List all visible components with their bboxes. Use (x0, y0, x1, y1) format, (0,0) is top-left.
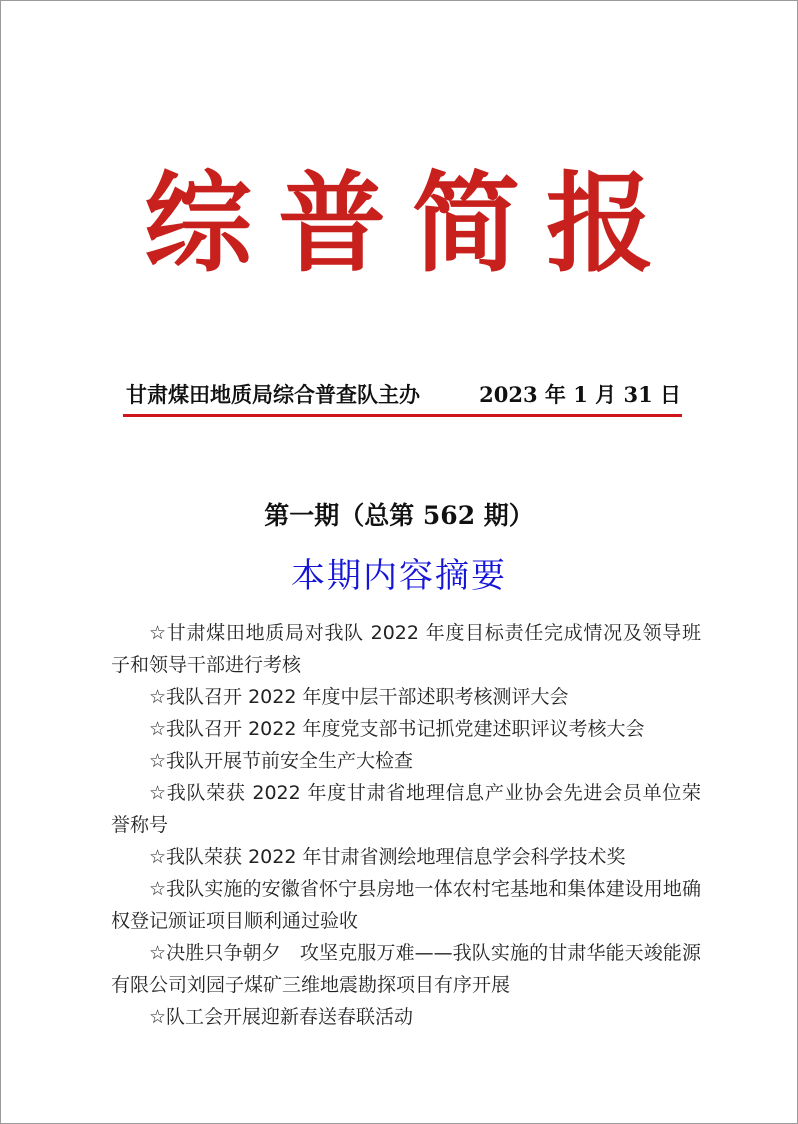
masthead-title (1, 159, 797, 289)
summary-title: 本期内容摘要 (291, 556, 507, 596)
publish-date: 2023 年 1 月 31 日 (479, 382, 681, 407)
publisher-name: 甘肃煤田地质局综合普查队主办 (126, 382, 420, 407)
list-item: ☆我队荣获 2022 年甘肃省测绘地理信息学会科学技术奖 (149, 846, 626, 868)
masthead-char-4: 报 (546, 161, 655, 287)
list-item: ☆队工会开展迎新春送春联活动 (149, 1006, 414, 1028)
masthead-char-1: 综 (143, 161, 252, 287)
publisher-line (126, 379, 681, 409)
list-item: ☆我队召开 2022 年度党支部书记抓党建述职评议考核大会 (149, 718, 645, 740)
masthead-char-3: 简 (412, 161, 521, 287)
list-item: ☆决胜只争朝夕 攻坚克服万难——我队实施的甘肃华能天竣能源有限公司刘园子煤矿三维地震勘探项目有序开展 (111, 942, 701, 996)
list-item: ☆我队实施的安徽省怀宁县房地一体农村宅基地和集体建设用地确权登记颁证项目顺利通过验收 (111, 878, 701, 932)
header-divider (123, 414, 682, 417)
masthead-char-2: 普 (277, 161, 386, 287)
list-item: ☆甘肃煤田地质局对我队 2022 年度目标责任完成情况及领导班子和领导干部进行考核 (111, 622, 701, 676)
list-item: ☆我队召开 2022 年度中层干部述职考核测评大会 (149, 686, 569, 708)
summary-list (111, 617, 701, 1033)
list-item: ☆我队开展节前安全生产大检查 (149, 750, 414, 772)
list-item: ☆我队荣获 2022 年度甘肃省地理信息产业协会先进会员单位荣誉称号 (111, 782, 701, 836)
issue-number: 第一期（总第 562 期） (264, 501, 534, 530)
